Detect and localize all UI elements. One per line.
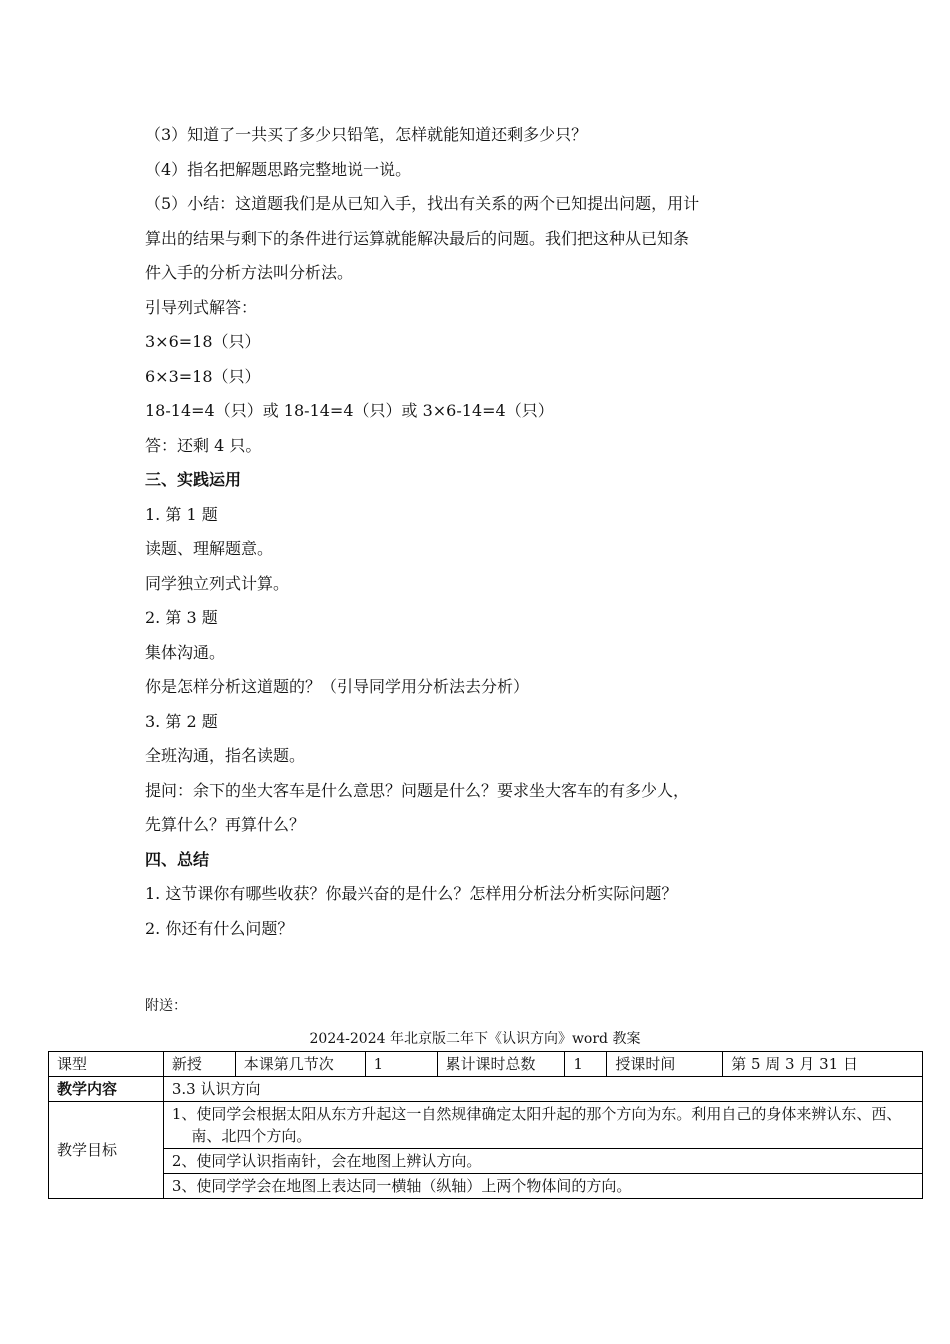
text-line: 同学独立列式计算。 [145,573,290,593]
text-line: 3×6=18（只） [145,332,261,351]
goal-cell [163,1102,922,1149]
text-line: （3）知道了一共买了多少只铅笔，怎样就能知道还剩多少只？ [145,125,588,144]
goal-text: 2、使同学认识指南针，会在地图上辨认方向。 [171,1152,482,1170]
total-label: 累计课时总数 [437,1052,565,1077]
lesson-no-value: 1 [365,1052,437,1077]
text-line: 引导列式解答： [145,297,258,317]
type-value: 新授 [163,1052,235,1077]
text-line: 读题、理解题意。 [145,539,274,558]
goal-cell [163,1174,922,1199]
goals-label: 教学目标 [49,1102,164,1199]
text-line: 件入手的分析方法叫分析法。 [145,263,354,282]
appendix-title: 2024-2024 年北京版二年下《认识方向》word 教案 [309,1031,641,1047]
goal-text: 3、使同学学会在地图上表达同一横轴（纵轴）上两个物体间的方向。 [171,1177,632,1195]
text-line: 6×3=18（只） [145,366,261,386]
total-value: 1 [565,1052,607,1077]
text-line: 1. 第 1 题 [145,504,218,524]
table-row [49,1102,923,1149]
text-line: 算出的结果与剩下的条件进行运算就能解决最后的问题。我们把这种从已知条 [145,228,690,248]
table-row [49,1077,923,1102]
time-value: 第 5 周 3 月 31 日 [723,1052,923,1077]
lesson-no-label: 本课第几节次 [235,1052,365,1077]
lesson-plan-table [48,1051,923,1199]
goal-text: 1、使同学会根据太阳从东方升起这一自然规律确定太阳升起的那个方向为东。利用自己的身体来辨认东、西、南、北四个方向。 [171,1105,902,1145]
text-line: 18-14=4（只）或 18-14=4（只）或 3×6-14=4（只） [145,401,554,420]
text-line: （5）小结：这道题我们是从已知入手，找出有关系的两个已知提出问题，用计 [145,194,700,213]
text-line: （4）指名把解题思路完整地说一说。 [145,159,412,179]
text-line: 全班沟通，指名读题。 [145,746,306,765]
content-label: 教学内容 [49,1077,164,1102]
time-label: 授课时间 [607,1052,723,1077]
text-line: 1. 这节课你有哪些收获？你最兴奋的是什么？怎样用分析法分析实际问题？ [145,884,678,903]
section-heading: 三、实践运用 [145,470,242,489]
table-row [49,1052,923,1077]
text-line: 答：还剩 4 只。 [145,435,262,455]
table-row [49,1149,923,1174]
text-line: 你是怎样分析这道题的？（引导同学用分析法去分析） [145,677,530,696]
lesson-body [145,118,825,946]
goal-cell [163,1149,922,1174]
type-label: 课型 [49,1052,164,1077]
text-line: 3. 第 2 题 [145,711,218,731]
text-line: 2. 你还有什么问题？ [145,918,294,938]
section-heading: 四、总结 [145,849,210,869]
appendix-label: 附送： [145,998,187,1014]
text-line: 集体沟通。 [145,642,226,662]
table-row [49,1174,923,1199]
text-line: 提问：余下的坐大客车是什么意思？问题是什么？要求坐大客车的有多少人， [145,780,690,800]
text-line: 2. 第 3 题 [145,608,218,627]
content-value: 3.3 认识方向 [163,1077,922,1102]
text-line: 先算什么？再算什么？ [145,815,306,834]
